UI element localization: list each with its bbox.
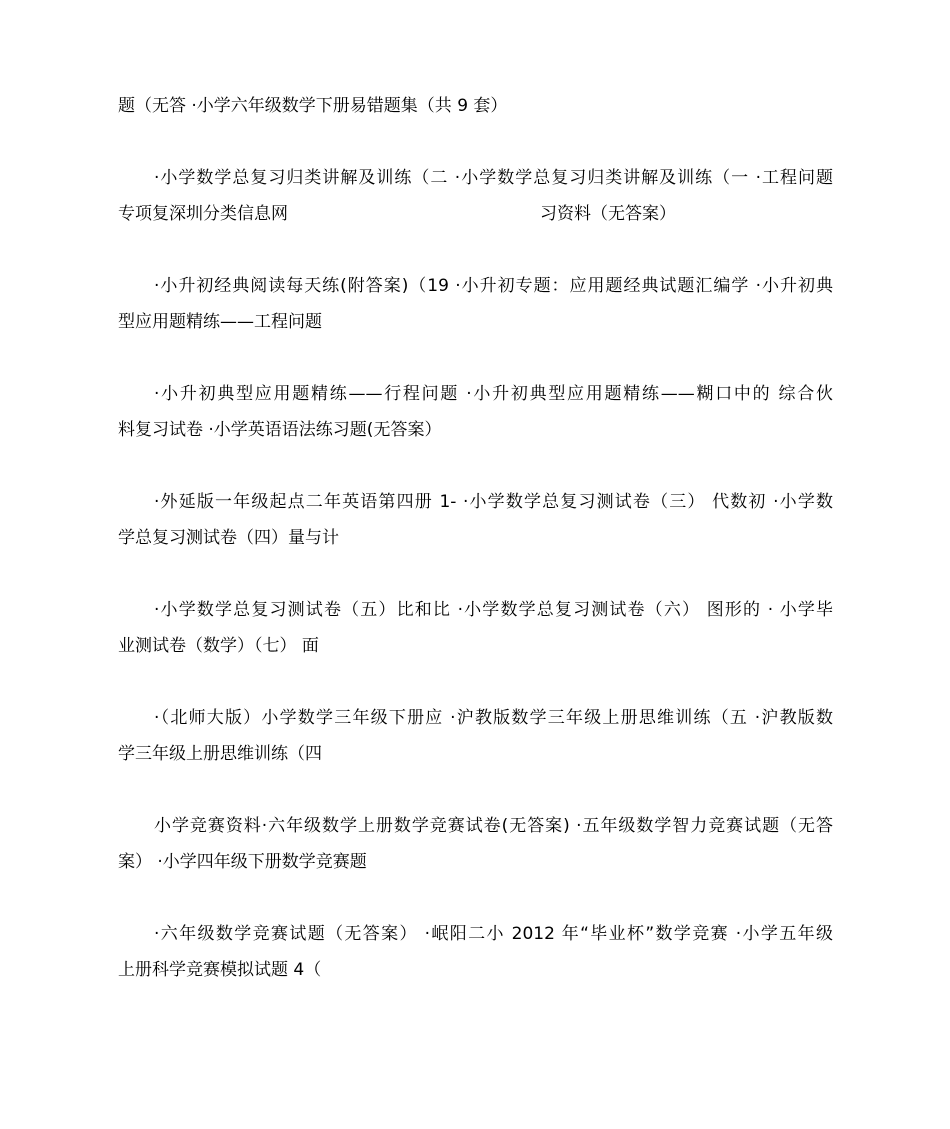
text-line: ·外延版一年级起点二年英语第四册 1- ·小学数学总复习测试卷（三） 代数初 ·小学数 xyxy=(154,492,833,512)
text-line: ·小学数学总复习测试卷（五）比和比 ·小学数学总复习测试卷（六） 图形的 · 小学毕 xyxy=(154,600,833,620)
text-line: ·小升初经典阅读每天练(附答案)（19 ·小升初专题：应用题经典试题汇编学 ·小升初典 xyxy=(154,276,833,296)
text-line: 专项复深圳分类信息网 xyxy=(118,204,288,224)
text-line: 型应用题精练——工程问题 xyxy=(118,312,322,332)
text-line: 小学竞赛资料·六年级数学上册数学竞赛试卷(无答案) ·五年级数学智力竞赛试题（无答 xyxy=(154,816,833,836)
text-line: 学三年级上册思维训练（四 xyxy=(118,744,322,764)
text-line: 习资料（无答案） xyxy=(540,204,676,224)
text-line: 业测试卷（数学）（七） 面 xyxy=(118,636,319,656)
text-line: ·（北师大版）小学数学三年级下册应 ·沪教版数学三年级上册思维训练（五 ·沪教版数 xyxy=(154,708,833,728)
text-line: 题（无答 ·小学六年级数学下册易错题集（共 9 套） xyxy=(118,96,508,116)
text-line: 案） ·小学四年级下册数学竞赛题 xyxy=(118,852,367,872)
text-line: 上册科学竞赛模拟试题 4（ xyxy=(118,960,322,980)
text-line: 料复习试卷 ·小学英语语法练习题(无答案） xyxy=(118,420,442,440)
text-line: ·小学数学总复习归类讲解及训练（二 ·小学数学总复习归类讲解及训练（一 ·工程问题 xyxy=(154,168,833,188)
text-line: ·小升初典型应用题精练——行程问题 ·小升初典型应用题精练——糊口中的 综合伙 xyxy=(154,384,833,404)
text-line: ·六年级数学竞赛试题（无答案） ·岷阳二小 2012 年“毕业杯”数学竞赛 ·小学五年级 xyxy=(154,924,833,944)
text-line: 学总复习测试卷（四）量与计 xyxy=(118,528,339,548)
